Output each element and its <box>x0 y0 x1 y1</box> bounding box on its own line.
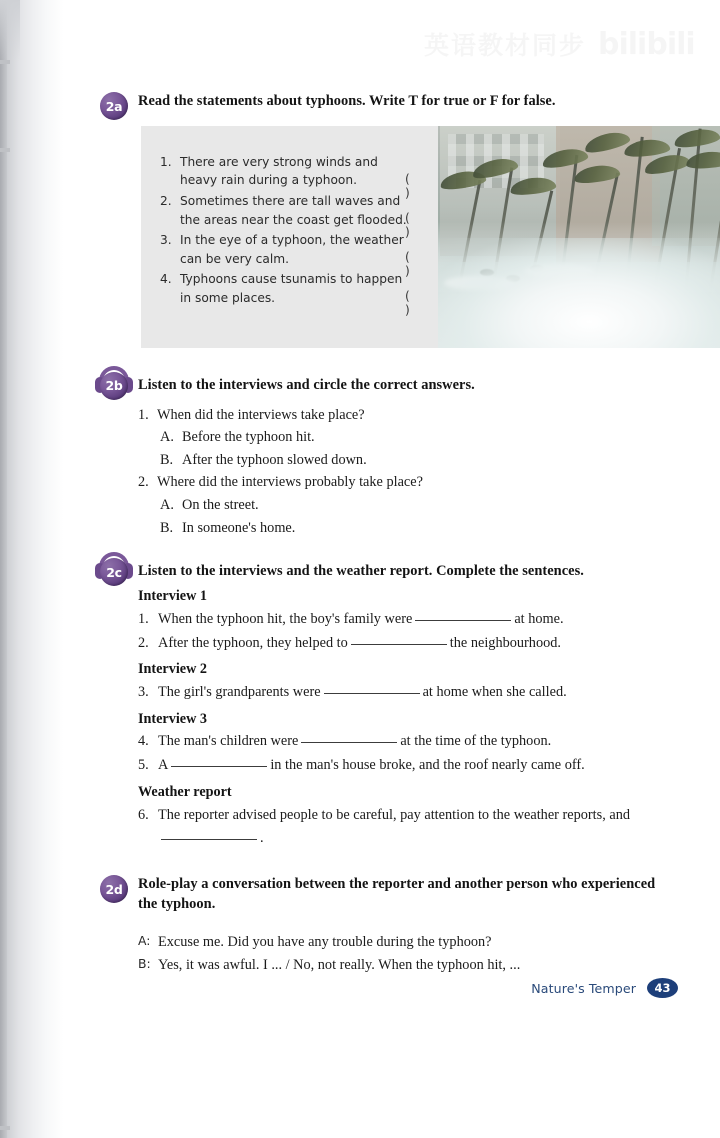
text-after-blank: in the man's house broke, and the roof nearly came off. <box>270 757 585 774</box>
statement-line-1: In the eye of a typhoon, the weather <box>180 233 404 248</box>
speaker-text: Yes, it was awful. I ... / No, not really. When the typhoon hit, ... <box>158 956 521 973</box>
gutter-edge <box>0 0 7 1138</box>
item-body <box>158 754 660 778</box>
question-text: When did the interviews take place? <box>157 406 365 423</box>
badge-label: 2a <box>105 98 123 114</box>
statement-item[interactable] <box>160 153 428 200</box>
item-body <box>158 681 660 705</box>
option-text: In someone's home. <box>182 519 296 536</box>
fill-in-blank[interactable] <box>171 766 267 767</box>
completion-item <box>138 632 660 656</box>
gutter-nick <box>0 60 10 64</box>
sentence-list-interview-3 <box>138 730 660 777</box>
group-label-interview-3: Interview 3 <box>138 710 207 727</box>
speaker-label: A: <box>138 932 151 948</box>
answer-option[interactable] <box>160 426 660 449</box>
activity-heading-2c: Listen to the interviews and the weather report. Complete the sentences. <box>138 563 584 580</box>
text-after-blank: . <box>260 830 264 847</box>
statement-number: 4. <box>160 272 172 287</box>
dialogue-list <box>138 931 660 977</box>
text-before-blank: The man's children were <box>158 733 299 750</box>
item-body <box>158 804 660 851</box>
item-number: 4. <box>138 733 149 750</box>
option-text: On the street. <box>182 497 259 514</box>
statement-answer-parentheses[interactable]: ( ) <box>405 210 422 239</box>
item-number: 5. <box>138 757 149 774</box>
option-letter: B. <box>160 519 174 536</box>
item-body <box>158 730 660 754</box>
group-label-weather-report: Weather report <box>138 783 232 800</box>
statement-line-1: There are very strong winds and <box>180 154 378 169</box>
group-label-interview-2: Interview 2 <box>138 661 207 678</box>
activity-badge-2c <box>100 558 128 586</box>
fill-in-blank[interactable] <box>161 839 257 840</box>
text-before-blank: The girl's grandparents were <box>158 683 321 700</box>
statement-number: 1. <box>160 154 172 169</box>
statement-item[interactable] <box>160 231 428 279</box>
question-item <box>138 404 660 427</box>
statement-line-2: can be very calm. <box>180 251 289 266</box>
group-label-interview-1: Interview 1 <box>138 588 207 605</box>
speaker-text: Excuse me. Did you have any trouble during the typhoon? <box>158 933 492 950</box>
statement-line-2: in some places. <box>180 290 276 305</box>
statement-answer-parentheses[interactable]: ( ) <box>405 289 422 318</box>
item-number: 2. <box>138 634 149 651</box>
completion-item <box>138 730 660 754</box>
completion-item <box>138 804 660 851</box>
text-after-blank: the neighbourhood. <box>449 634 561 651</box>
page-content <box>100 92 660 977</box>
gutter-nick <box>0 148 10 152</box>
text-before-blank: The reporter advised people to be careful, pay attention to the weather reports, and <box>158 806 630 823</box>
activity-heading-2d: Role-play a conversation between the reporter and another person who experienced the typhoon. <box>138 876 656 912</box>
statement-answer-parentheses[interactable]: ( ) <box>405 171 422 200</box>
option-text: After the typhoon slowed down. <box>182 451 367 468</box>
question-text: Where did the interviews probably take place? <box>157 474 423 491</box>
statement-text <box>180 192 412 229</box>
questions-list-2b <box>138 404 660 539</box>
option-text: Before the typhoon hit. <box>182 429 315 446</box>
text-before-blank: After the typhoon, they helped to <box>158 634 348 651</box>
fill-in-blank[interactable] <box>324 693 420 694</box>
watermark-brand-text <box>598 27 695 62</box>
text-after-blank: at home. <box>514 610 564 627</box>
item-body <box>158 608 660 632</box>
statement-text <box>180 231 412 268</box>
completion-item <box>138 681 660 705</box>
statement-line-1: Sometimes there are tall waves and <box>180 193 401 208</box>
page-number-badge: 43 <box>647 978 678 998</box>
speaker-label: B: <box>138 955 151 971</box>
fill-in-blank[interactable] <box>351 644 447 645</box>
gutter-top-shadow <box>0 0 20 62</box>
completion-item <box>138 608 660 632</box>
photo-sea-spray <box>438 238 720 348</box>
completion-item <box>138 754 660 778</box>
statements-panel <box>141 126 720 348</box>
statement-line-2: heavy rain during a typhoon. <box>180 173 357 188</box>
fill-in-blank[interactable] <box>301 742 397 743</box>
activity-2c <box>100 562 660 851</box>
badge-label: 2d <box>105 881 123 897</box>
text-before-blank: A <box>158 757 169 774</box>
text-before-blank: When the typhoon hit, the boy's family were <box>158 610 413 627</box>
text-after-blank: at home when she called. <box>422 683 567 700</box>
statement-text <box>180 153 412 190</box>
bilibili-watermark <box>424 22 700 66</box>
unit-title: Nature's Temper <box>531 980 636 996</box>
answer-option[interactable] <box>160 494 660 517</box>
activity-badge-2d <box>100 875 128 903</box>
item-number: 3. <box>138 683 149 700</box>
badge-label: 2b <box>105 378 123 394</box>
activity-heading-2a: Read the statements about typhoons. Write T for true or F for false. <box>138 93 556 109</box>
activity-2d <box>100 875 660 977</box>
answer-option[interactable] <box>160 449 660 472</box>
option-letter: B. <box>160 451 174 468</box>
sentence-list-weather-report <box>138 804 660 851</box>
book-binding-gutter <box>0 0 74 1138</box>
question-item <box>138 471 660 494</box>
statement-item[interactable] <box>160 270 428 318</box>
activity-badge-2a <box>100 92 128 120</box>
dialogue-line <box>138 954 660 977</box>
activity-heading-2b: Listen to the interviews and circle the correct answers. <box>138 376 475 393</box>
fill-in-blank[interactable] <box>415 620 511 621</box>
statements-list <box>160 153 428 318</box>
text-after-blank: at the time of the typhoon. <box>400 733 552 750</box>
page-footer <box>100 978 678 998</box>
answer-option[interactable] <box>160 517 660 540</box>
sentence-list-interview-2 <box>138 681 660 705</box>
option-letter: A. <box>160 429 174 446</box>
item-number: 1. <box>138 610 149 627</box>
typhoon-photo <box>438 126 720 348</box>
activity-2a <box>100 92 660 348</box>
item-number: 6. <box>138 806 149 823</box>
statement-number: 2. <box>160 193 172 208</box>
activity-2b <box>100 376 660 539</box>
statement-number: 3. <box>160 233 172 248</box>
dialogue-line <box>138 931 660 954</box>
statement-answer-parentheses[interactable]: ( ) <box>405 250 422 279</box>
statement-text <box>180 270 412 307</box>
sentence-list-interview-1 <box>138 608 660 655</box>
activity-badge-2b <box>100 372 128 400</box>
question-number: 2. <box>138 474 149 491</box>
badge-label: 2c <box>106 564 122 580</box>
question-number: 1. <box>138 406 149 423</box>
statement-line-1: Typhoons cause tsunamis to happen <box>180 272 403 287</box>
statement-line-2: the areas near the coast get flooded. <box>180 212 407 227</box>
option-letter: A. <box>160 497 174 514</box>
item-body <box>158 632 660 656</box>
watermark-chinese-text <box>424 26 586 62</box>
statement-item[interactable] <box>160 192 428 239</box>
gutter-nick <box>0 1126 10 1130</box>
